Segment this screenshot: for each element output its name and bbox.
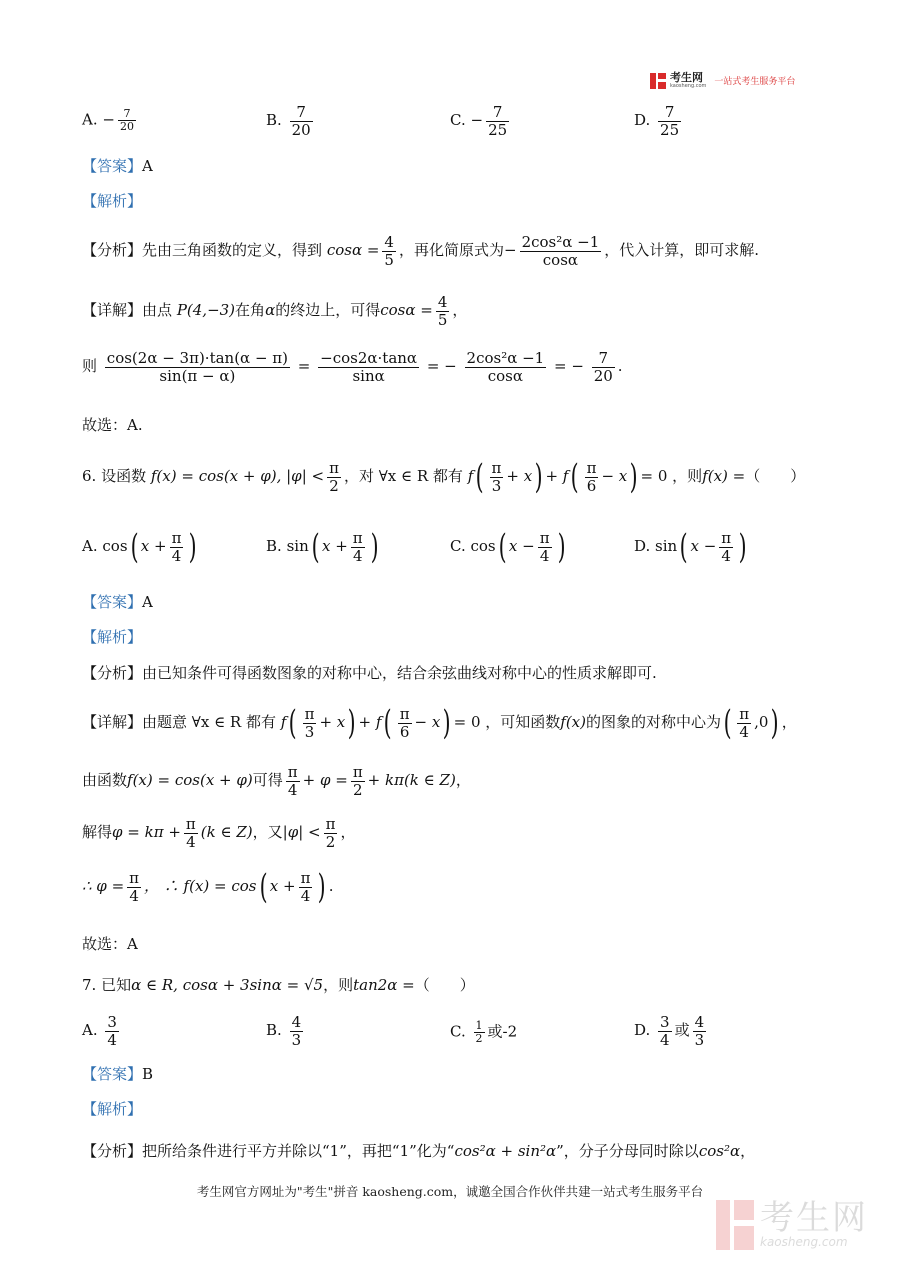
q6-jiexi: 【解析】: [82, 628, 143, 646]
q5-jiexi: 【解析】: [82, 192, 143, 210]
q6-line2: 由函数f(x) = cos(x + φ)可得 $\frac{\pi}{4}$ + φ = $\frac{\pi}{2}$ + kπ(k ∈ Z)，: [82, 763, 471, 799]
q7-fenxi: 【分析】把所给条件进行平方并除以“1”，再把“1”化为“cos²α + sin²α”，分子分母同时除以cos²α，: [82, 1142, 756, 1160]
q5-answer: 【答案】A: [82, 157, 153, 175]
kaosheng-watermark-icon: [716, 1200, 754, 1250]
q7-option-d: D. $\frac{3}{4}$ 或 $\frac{4}{3}$: [634, 1013, 705, 1049]
q6-option-b: B. sin( x + $\frac{\pi}{4}$ ): [266, 527, 379, 567]
footer-text: 考生网官方网址为"考生"拼音 kaosheng.com，诚邀全国合作伙伴共建一站式考生服务平台: [196, 1184, 704, 1199]
q5-option-b: B. $\frac{7}{20}$: [266, 103, 311, 139]
kaosheng-logo-icon: [650, 73, 666, 89]
q6-xiangjie: 【详解】由题意 ∀x ∈ R 都有 f( $\frac{\pi}{3}$ + x) + f( $\frac{\pi}{6}$ − x) = 0 ，可知函数f(x)的图象的对称中心为( $\frac{\pi}{4}$ ,0) ，: [82, 703, 797, 743]
q6-answer: 【答案】A: [82, 593, 153, 611]
q5-option-c: C. − $\frac{7}{25}$: [450, 103, 508, 139]
q7-option-a: A. $\frac{3}{4}$: [82, 1013, 117, 1049]
header-logo: [650, 72, 795, 89]
q6-guxuan: 故选：A: [82, 935, 138, 953]
q5-option-a: A. − $\frac{7}{20}$: [82, 107, 134, 134]
q7-answer: 【答案】B: [82, 1065, 154, 1083]
q7-option-b: B. $\frac{4}{3}$: [266, 1013, 302, 1049]
q7-jiexi: 【解析】: [82, 1100, 143, 1118]
q7-stem: 7. 已知α ∈ R, cosα + 3sinα = √5，则tan2α =（ ）: [82, 976, 475, 994]
watermark: [716, 1200, 868, 1250]
watermark-title: 考生网: [760, 1198, 868, 1238]
q6-fenxi: 【分析】由已知条件可得函数图象的对称中心，结合余弦曲线对称中心的性质求解即可.: [82, 664, 657, 682]
q5-fenxi: 【分析】先由三角函数的定义，得到 cosα = $\frac{4}{5}$ ，再化简原式为− $\frac{\text{2cos²α −1}}{\cos\alpha}$ ，代入计算，即可求解.: [82, 233, 760, 269]
logo-name: 考生网: [670, 71, 703, 84]
q6-option-a: A. cos( x + $\frac{\pi}{4}$ ): [82, 527, 198, 567]
q6-line4: ∴ φ = $\frac{\pi}{4}$ ， ∴ f(x) = cos( x + $\frac{\pi}{4}$ ) .: [82, 867, 334, 907]
watermark-domain: kaosheng.com: [760, 1235, 848, 1249]
q6-stem: 6. 设函数 f(x) = cos(x + φ), |φ| < $\frac{\pi}{2}$ ，对 ∀x ∈ R 都有 f( $\frac{\pi}{3}$ + x) + f( $\frac{\pi}{6}$ − x) = 0 ，则f(x) =（ ）: [82, 457, 806, 497]
q5-option-d: D. $\frac{7}{25}$: [634, 103, 680, 139]
q6-option-d: D. sin( x − $\frac{\pi}{4}$ ): [634, 527, 747, 567]
q6-option-c: C. cos( x − $\frac{\pi}{4}$ ): [450, 527, 566, 567]
q6-line3: 解得φ = kπ + $\frac{\pi}{4}$ (k ∈ Z)，又|φ| < $\frac{\pi}{2}$ ，: [82, 815, 356, 851]
q5-guxuan: 故选：A.: [82, 416, 143, 434]
q7-option-c: C. $\frac{1}{2}$ 或-2: [450, 1019, 518, 1046]
q5-xiangjie: 【详解】由点 P(4,−3)在角α的终边上，可得cosα = $\frac{4}{5}$ ，: [82, 293, 468, 329]
logo-slogan: 一站式考生服务平台: [714, 77, 796, 87]
q5-calc: 则 $\frac{\cos(2\alpha - 3\pi)\cdot\tan(\alpha - \pi)}{\sin(\pi - \alpha)}$ = $\frac{-\cos 2\alpha\cdot\tan\alpha}{\sin\alpha}$ = − $\frac{\text{2cos²α −1}}{\cos\alpha}$ = − $\frac{7}{20}$ .: [82, 349, 623, 385]
logo-domain: kaosheng.com: [670, 83, 707, 89]
